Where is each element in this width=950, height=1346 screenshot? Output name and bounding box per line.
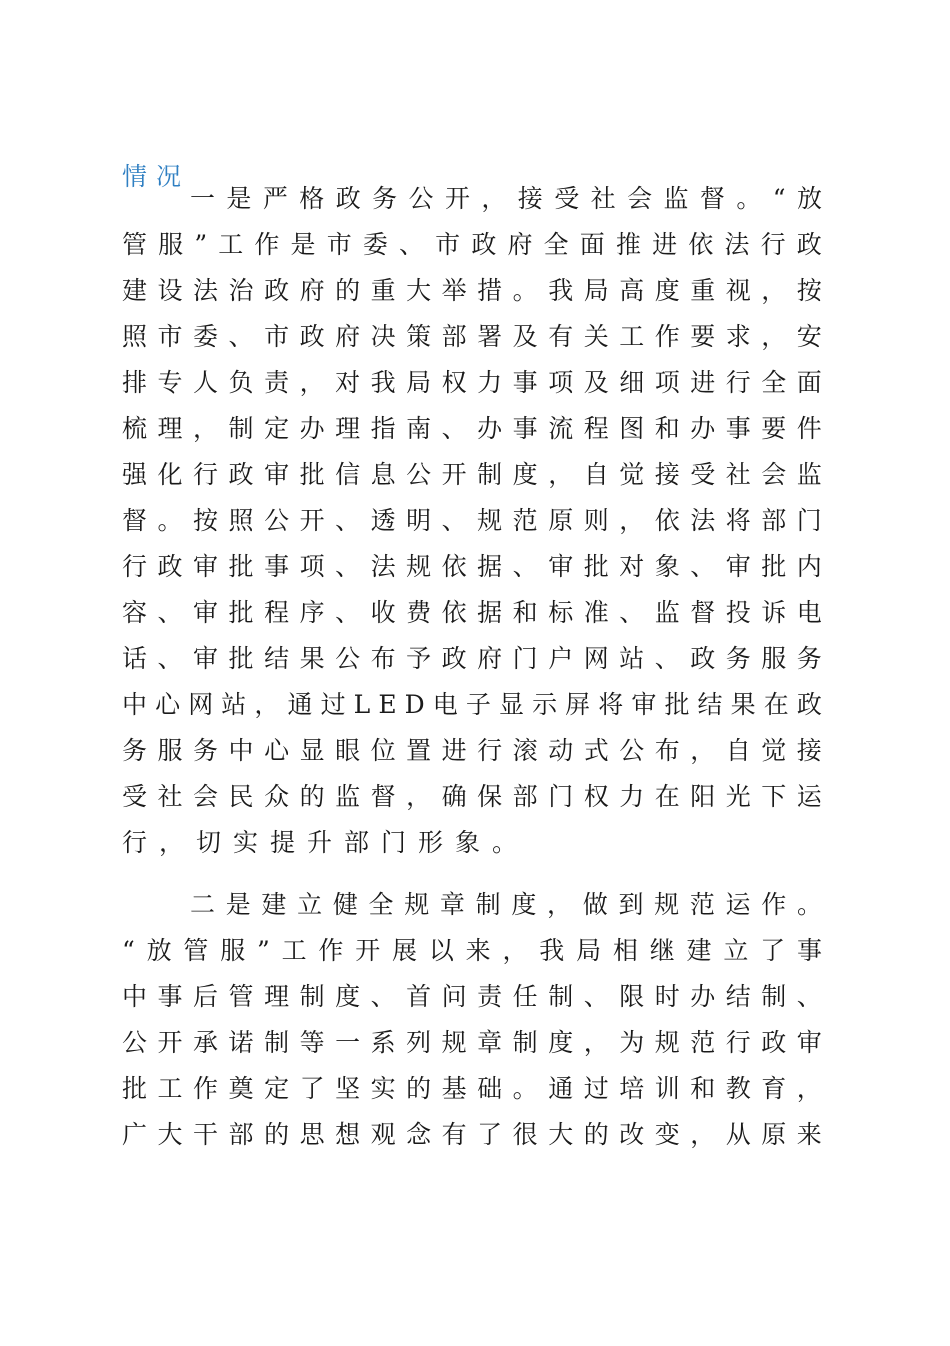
paragraph-line: 二 是 建 立 健 全 规 章 制 度 ， 做 到 规 范 运 作 。 [190,890,822,919]
paragraph-line: 强 化 行 政 审 批 信 息 公 开 制 度 ， 自 觉 接 受 社 会 监 [122,460,822,489]
paragraph-line: 建 设 法 治 政 府 的 重 大 举 措 。 我 局 高 度 重 视 ， 按 [122,276,822,305]
paragraph-line: 公 开 承 诺 制 等 一 系 列 规 章 制 度 ， 为 规 范 行 政 审 [122,1028,822,1057]
paragraph-line: 管 服 ” 工 作 是 市 委 、 市 政 府 全 面 推 进 依 法 行 政 [122,230,822,259]
paragraph-line: 中 事 后 管 理 制 度 、 首 问 责 任 制 、 限 时 办 结 制 、 [122,982,822,1011]
paragraph-line: 排 专 人 负 责 ， 对 我 局 权 力 事 项 及 细 项 进 行 全 面 [122,368,822,397]
paragraph-line: 行，切实提升部门形象。 [122,828,530,857]
paragraph-line: 行 政 审 批 事 项 、 法 规 依 据 、 审 批 对 象 、 审 批 内 [122,552,822,581]
paragraph-line: 督 。 按 照 公 开 、 透 明 、 规 范 原 则 ， 依 法 将 部 门 [122,506,822,535]
paragraph-line: 中 心 网 站 ， 通 过 L E D 电 子 显 示 屏 将 审 批 结 果 在 政 [122,690,822,719]
paragraph-line: 广 大 干 部 的 思 想 观 念 有 了 很 大 的 改 变 ， 从 原 来 [122,1120,822,1149]
paragraph-line: 一 是 严 格 政 务 公 开 ， 接 受 社 会 监 督 。 “ 放 [190,184,822,213]
paragraph-line: 梳 理 ， 制 定 办 理 指 南 、 办 事 流 程 图 和 办 事 要 件 [122,414,822,443]
paragraph-line: “ 放 管 服 ” 工 作 开 展 以 来 ， 我 局 相 继 建 立 了 事 [122,936,822,965]
paragraph-line: 照 市 委 、 市 政 府 决 策 部 署 及 有 关 工 作 要 求 ， 安 [122,322,822,351]
paragraph-line: 务 服 务 中 心 显 眼 位 置 进 行 滚 动 式 公 布 ， 自 觉 接 [122,736,822,765]
paragraph-line: 容 、 审 批 程 序 、 收 费 依 据 和 标 准 、 监 督 投 诉 电 [122,598,822,627]
paragraph-line: 批 工 作 奠 定 了 坚 实 的 基 础 。 通 过 培 训 和 教 育 ， [122,1074,822,1103]
paragraph-line: 受 社 会 民 众 的 监 督 ， 确 保 部 门 权 力 在 阳 光 下 运 [122,782,822,811]
section-heading: 情况 [122,162,191,191]
paragraph-line: 话 、 审 批 结 果 公 布 予 政 府 门 户 网 站 、 政 务 服 务 [122,644,822,673]
